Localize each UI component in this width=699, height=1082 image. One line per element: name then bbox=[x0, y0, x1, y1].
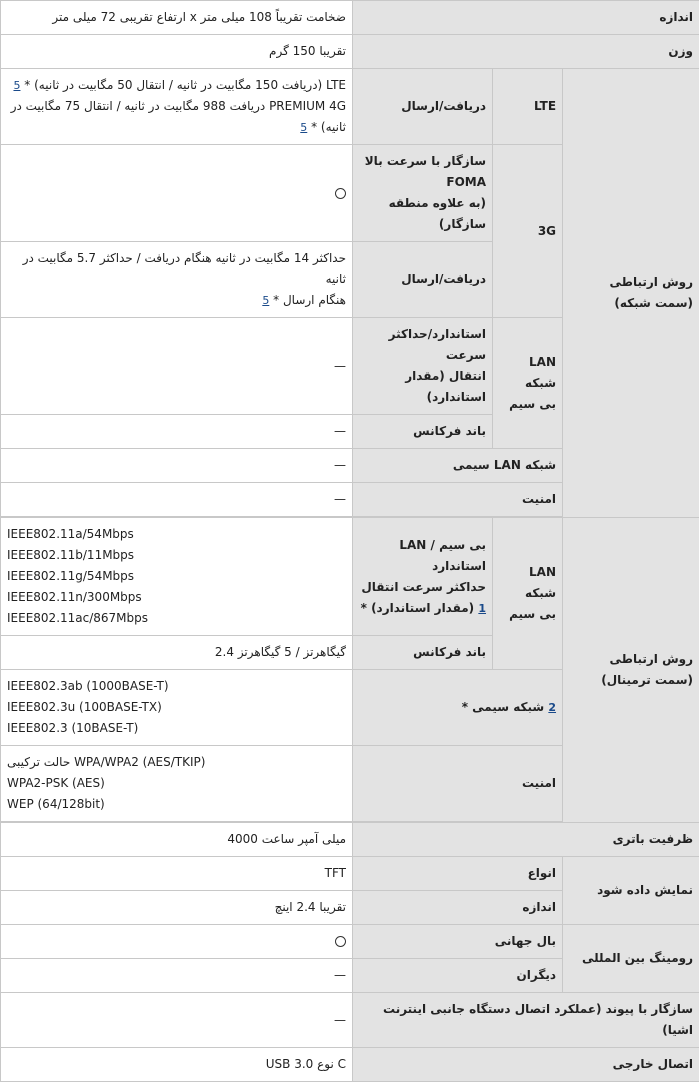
term-wlan-band-value: گیگاهرتز / 5 گیگاهرتز 2.4 bbox=[1, 636, 353, 670]
display-size-label: اندازه bbox=[353, 891, 563, 925]
term-wlan-std-item: IEEE802.11a/54Mbps bbox=[7, 524, 346, 545]
display-size-value: تقریبا 2.4 اینچ bbox=[1, 891, 353, 925]
term-wlan-std-label bbox=[353, 518, 493, 636]
roaming-world-label: بال جهانی bbox=[353, 925, 563, 959]
footnote-5-link[interactable]: 5 bbox=[262, 294, 269, 307]
term-security-item: WPA/WPA2 (AES/TKIP) حالت ترکیبی bbox=[7, 752, 346, 773]
roaming-other-label: دیگران bbox=[353, 959, 563, 993]
battery-value: میلی آمپر ساعت 4000 bbox=[1, 823, 353, 857]
row-battery bbox=[1, 823, 699, 857]
term-group-l2: (سمت ترمینال) bbox=[569, 670, 693, 691]
g3-rx-label: دریافت/ارسال bbox=[353, 242, 493, 318]
net-wlan-label bbox=[493, 318, 563, 449]
term-wlan-label bbox=[493, 518, 563, 670]
lte-rx-value bbox=[1, 69, 353, 145]
net-wlan-std-l2: انتقال (مقدار استاندارد) bbox=[359, 366, 486, 408]
net-wlan-band-label: باند فرکانس bbox=[353, 415, 493, 449]
weight-value: تقریبا 150 گرم bbox=[1, 35, 353, 69]
g3-compat-l1: سازگار با سرعت بالا bbox=[359, 151, 486, 172]
g3-compat-l2: FOMA bbox=[359, 172, 486, 193]
term-wired-values bbox=[1, 670, 353, 746]
term-wired-item: IEEE802.3 (10BASE-T) bbox=[7, 718, 346, 739]
lte-v2: PREMIUM 4G دریافت 988 مگابیت در ثانیه / انتقال 75 مگابیت در bbox=[7, 96, 346, 117]
tethering-value: — bbox=[1, 993, 353, 1048]
display-type-label: انواع bbox=[353, 857, 563, 891]
net-group-label-l2: (سمت شبکه) bbox=[569, 293, 693, 314]
roaming-world-value bbox=[1, 925, 353, 959]
term-wlan-l1: LAN شبکه bbox=[499, 562, 556, 604]
term-wlan-std-l2: حداکثر سرعت انتقال bbox=[359, 577, 486, 598]
footnote-1-link[interactable]: 1 bbox=[478, 602, 486, 615]
g3-compat-label bbox=[353, 145, 493, 242]
row-external bbox=[1, 1048, 699, 1082]
term-wlan-std-item: IEEE802.11ac/867Mbps bbox=[7, 608, 346, 629]
display-label: نمایش داده شود bbox=[563, 857, 699, 925]
term-wlan-std-l1: بی سیم / LAN استاندارد bbox=[359, 535, 486, 577]
roaming-label: رومینگ بین المللی bbox=[563, 925, 699, 993]
roaming-other-value: — bbox=[1, 959, 353, 993]
row-term-wlan-std bbox=[1, 518, 699, 636]
row-tethering bbox=[1, 993, 699, 1048]
term-wired-item: IEEE802.3ab (1000BASE-T) bbox=[7, 676, 346, 697]
term-wlan-std-values bbox=[1, 518, 353, 636]
term-security-item: WEP (64/128bit) bbox=[7, 794, 346, 815]
row-roaming-world bbox=[1, 925, 699, 959]
g3-compat-value bbox=[1, 145, 353, 242]
g3-compat-l3: (به علاوه منطقه سازگار) bbox=[359, 193, 486, 235]
lte-rx-label: دریافت/ارسال bbox=[353, 69, 493, 145]
row-net-lte bbox=[1, 69, 699, 145]
term-security-label: امنیت bbox=[353, 746, 563, 822]
term-security-item: WPA2-PSK (AES) bbox=[7, 773, 346, 794]
net-wired-value: — bbox=[1, 449, 353, 483]
term-wired-label bbox=[353, 670, 563, 746]
battery-label: ظرفیت باتری bbox=[353, 823, 699, 857]
net-wlan-std-value: — bbox=[1, 318, 353, 415]
footnote-2-link[interactable]: 2 bbox=[548, 701, 556, 714]
display-type-value: TFT bbox=[1, 857, 353, 891]
term-wlan-std-item: IEEE802.11n/300Mbps bbox=[7, 587, 346, 608]
lte-v1: LTE (دریافت 150 مگابیت در ثانیه / انتقال 50 مگابیت در ثانیه) * bbox=[24, 78, 346, 92]
net-wlan-l2: بی سیم bbox=[499, 394, 556, 415]
row-weight bbox=[1, 35, 699, 69]
term-group-label bbox=[563, 518, 699, 823]
term-wlan-l2: بی سیم bbox=[499, 604, 556, 625]
term-security-values bbox=[1, 746, 353, 822]
g3-label: 3G bbox=[493, 145, 563, 318]
term-wired-item: IEEE802.3u (100BASE-TX) bbox=[7, 697, 346, 718]
size-value: ضخامت تقریباً 108 میلی متر x ارتفاع تقریبی 72 میلی متر bbox=[1, 1, 353, 35]
term-wlan-std-item: IEEE802.11b/11Mbps bbox=[7, 545, 346, 566]
row-size bbox=[1, 1, 699, 35]
external-label: اتصال خارجی bbox=[353, 1048, 699, 1082]
circle-icon bbox=[335, 188, 346, 199]
lte-label: LTE bbox=[493, 69, 563, 145]
footnote-5-link[interactable]: 5 bbox=[13, 79, 20, 92]
term-wired-label-text: شبکه سیمی * bbox=[462, 700, 544, 714]
term-group-l1: روش ارتباطی bbox=[569, 649, 693, 670]
term-wlan-std-item: IEEE802.11g/54Mbps bbox=[7, 566, 346, 587]
term-wlan-band-label: باند فرکانس bbox=[353, 636, 493, 670]
net-wired-label: شبکه LAN سیمی bbox=[353, 449, 563, 483]
net-wlan-std-label bbox=[353, 318, 493, 415]
term-wlan-std-l3: (مقدار استاندارد) * bbox=[361, 601, 475, 615]
external-value: C نوع USB 3.0 bbox=[1, 1048, 353, 1082]
net-security-value: — bbox=[1, 483, 353, 517]
net-wlan-l1: LAN شبکه bbox=[499, 352, 556, 394]
tethering-label: سازگار با پیوند (عملکرد اتصال دستگاه جانبی اینترنت اشیا) bbox=[353, 993, 699, 1048]
g3-rx-value bbox=[1, 242, 353, 318]
net-security-label: امنیت bbox=[353, 483, 563, 517]
row-display-type bbox=[1, 857, 699, 891]
net-wlan-band-value: — bbox=[1, 415, 353, 449]
footnote-5-link[interactable]: 5 bbox=[300, 121, 307, 134]
weight-label: وزن bbox=[353, 35, 699, 69]
size-label: اندازه bbox=[353, 1, 699, 35]
g3-rx-v2: هنگام ارسال * bbox=[273, 293, 346, 307]
net-group-label bbox=[563, 69, 699, 518]
net-wlan-std-l1: استاندارد/حداکثر سرعت bbox=[359, 324, 486, 366]
g3-rx-v1: حداکثر 14 مگابیت در ثانیه هنگام دریافت / حداکثر 5.7 مگابیت در ثانیه bbox=[7, 248, 346, 290]
net-group-label-l1: روش ارتباطی bbox=[569, 272, 693, 293]
lte-v3: ثانیه) * bbox=[311, 120, 346, 134]
